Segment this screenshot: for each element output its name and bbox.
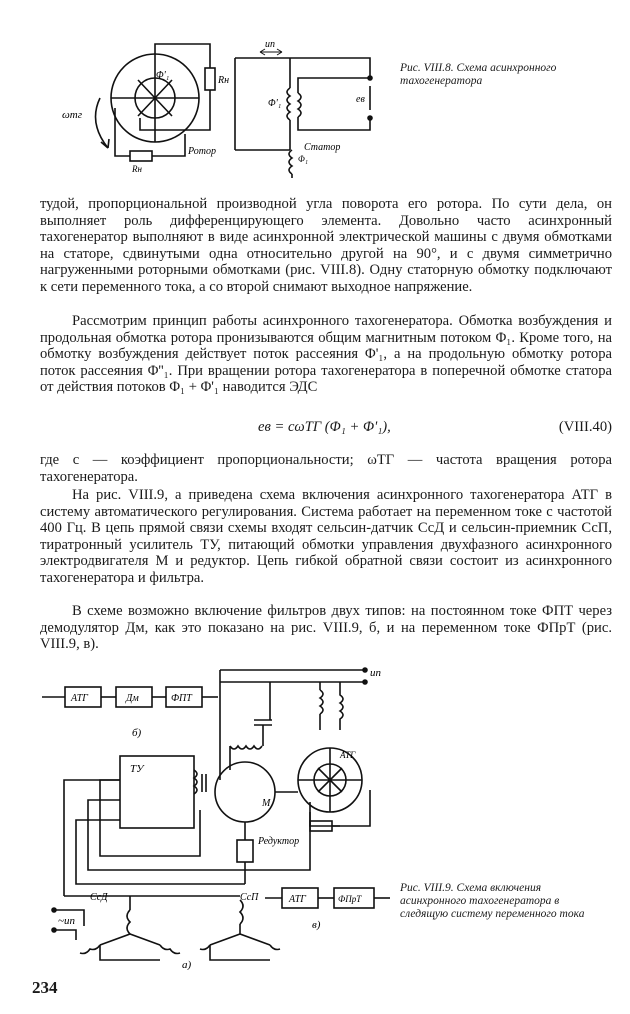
label-rotor: Ротор — [188, 146, 216, 157]
label-ssp: СсП — [240, 892, 259, 903]
label-phi-stator: Φ₁ — [298, 154, 308, 164]
resistor-rn-bottom — [130, 151, 152, 161]
figure-viii-8 — [60, 38, 380, 178]
label-un-fig9: uп — [370, 667, 381, 679]
label-eb: eв — [356, 94, 365, 105]
block-reduktor — [237, 840, 253, 862]
label-phi1-left: Φ'₁ — [156, 70, 170, 81]
label-reduktor: Редуктор — [258, 836, 300, 847]
label-v: в) — [312, 919, 321, 931]
label-rn-bottom: Rн — [132, 164, 142, 174]
formula-number: (VIII.40) — [558, 419, 612, 435]
paragraph-5-text: В схеме возможно включение фильтров двух типов: на постоянном токе ФПТ через демодулятор Дм, как это показано на рис. VIII.9, б, и на переменном токе ФПрТ (рис. VIII.9, в). — [40, 603, 612, 653]
label-a: а) — [182, 959, 192, 970]
motor-m — [215, 762, 275, 822]
paragraph-4-text: На рис. VIII.9, а приведена схема включения асинхронного тахогенератора АТГ в систему автоматического регулирования. Система работает на переменном токе с частотой 400 Гц. В цепь прямой связи схемы входят сельсин-датчик СсД и сельсин-приемник СсП, тиратронный усилитель ТУ, питающий обмотки управления двухфазного асинхронного электродвигателя M и редуктор. Цепь гибкой обратной связи состоит из асинхронного тахогенератора и фильтра. — [40, 487, 612, 586]
figure-viii-9 — [40, 660, 410, 970]
paragraph-4 — [40, 487, 612, 587]
label-ssd: СсД — [90, 892, 108, 903]
formula-viii-40 — [40, 418, 612, 436]
label-atg-main: АТГ — [340, 750, 356, 760]
label-tu: ТУ — [130, 763, 144, 775]
label-omega: ωтг — [62, 109, 83, 121]
label-b: б) — [132, 727, 142, 739]
paragraph-3 — [40, 452, 612, 485]
label-rn-top: Rн — [218, 75, 230, 86]
paragraph-2 — [40, 313, 612, 396]
page-number: 234 — [32, 978, 58, 997]
label-dm: Дм — [126, 693, 139, 704]
label-fprt: ФПрТ — [338, 894, 362, 904]
resistor-rn-top — [205, 68, 215, 90]
paragraph-2-text: Рассмотрим принцип работы асинхронного тахогенератора. Обмотка возбуждения и продольная обмотка ротора пронизываются общим магнитным потоком Φ₁. Кроме того, на обмотку возбуждения действует поток рассеяния Φ'₁, а на продольную обмотку ротора поток рассеяния Φ''₁. При вращении ротора тахогенератора в поперечной обмотке статора от действия потоков Φ₁ + Φ'₁ наводится ЭДС — [40, 313, 612, 396]
label-un-left: ~uп — [58, 915, 75, 927]
label-un-top: uп — [265, 39, 275, 50]
paragraph-5 — [40, 603, 612, 653]
label-stator: Статор — [304, 142, 341, 153]
paragraph-3-text: где c — коэффициент пропорциональности; ωТГ — частота вращения ротора тахогенератора. — [40, 452, 612, 485]
figure-viii-9-caption: Рис. VIII.9. Схема включения асинхронного тахогенератора в следящую систему переменного тока — [400, 882, 585, 920]
figure-viii-8-caption: Рис. VIII.8. Схема асинхронного тахогенератора — [400, 62, 557, 87]
label-m: M — [262, 798, 271, 809]
label-phi-right: Φ'₁ — [268, 98, 282, 109]
label-atg-v: АТГ — [289, 894, 306, 905]
paragraph-1 — [40, 196, 612, 296]
label-fpt: ФПТ — [171, 693, 192, 704]
paragraph-1-text: тудой, пропорциональной производной угла поворота его ротора. По сути дела, он выполняет роль дифференцирующего элемента. Довольно часто асинхронный тахогенератор выполняют в виде асинхронной электрической машины с двумя обмотками на статоре, сдвинутыми одна относительно другой на 90°, и с двумя симметрично нагруженными роторными обмотками (рис. VIII.8). Одну статорную обмотку подключают к сети переменного тока, а со второй снимают выходное напряжение. — [40, 196, 612, 295]
label-atg-b: АТГ — [71, 693, 88, 704]
formula-expression: eв = cωТГ (Φ₁ + Φ'₁), — [258, 419, 391, 435]
